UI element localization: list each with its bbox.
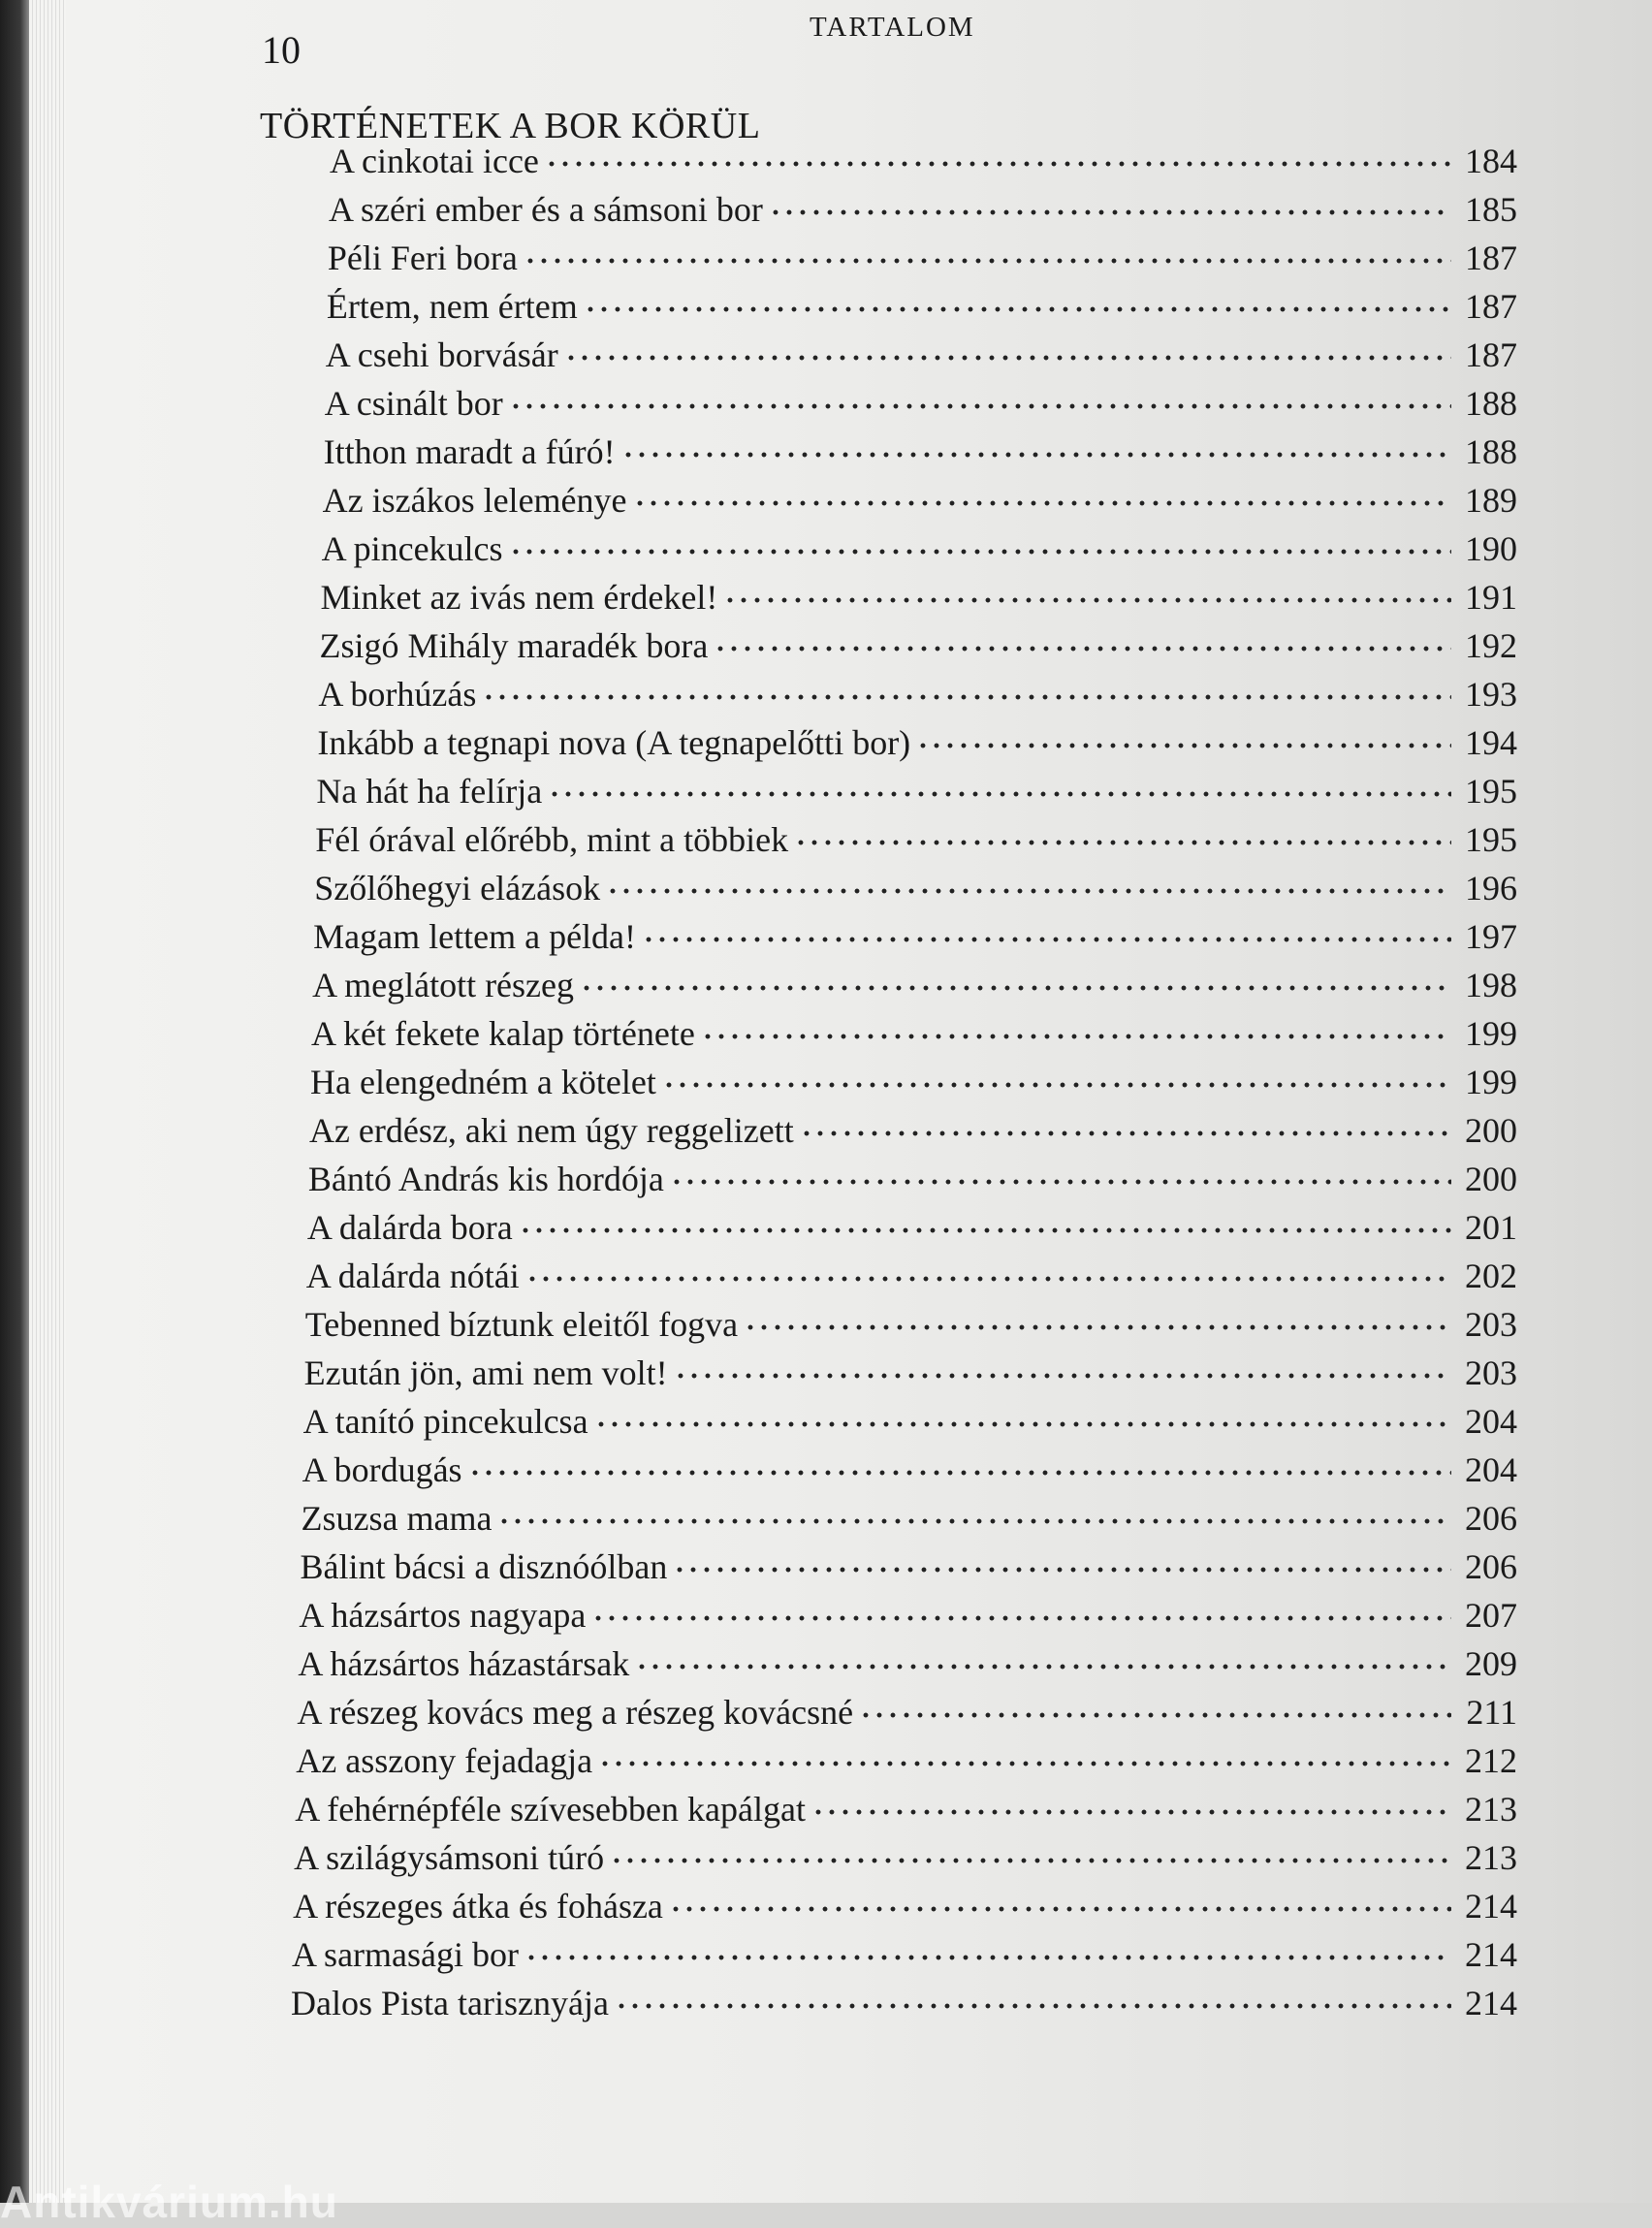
toc-entry-page: 213 — [1464, 1838, 1517, 1877]
dot-leader — [564, 348, 1451, 367]
toc-entry — [304, 1351, 1517, 1395]
dot-leader — [509, 397, 1451, 416]
toc-entry-title: Az erdész, aki nem úgy reggelizett — [308, 1111, 794, 1150]
toc-entry-title: Zsuzsa mama — [301, 1499, 492, 1538]
toc-entry-title: Az iszákos leleménye — [322, 481, 627, 520]
toc-entry — [323, 478, 1517, 523]
toc-entry — [300, 1544, 1517, 1589]
dot-leader — [548, 784, 1451, 804]
dot-leader — [635, 1657, 1451, 1676]
toc-entry-title: A házsártos házastársak — [298, 1644, 630, 1683]
dot-leader — [642, 930, 1451, 949]
toc-entry-title: Minket az ivás nem érdekel! — [320, 578, 718, 617]
dot-leader — [524, 1948, 1451, 1967]
toc-entry-title: A részeges átka és fohásza — [293, 1887, 663, 1926]
dot-leader — [610, 1851, 1451, 1870]
toc-entry-title: Zsigó Mihály maradék bora — [319, 626, 709, 665]
toc-entry-title: Inkább a tegnapi nova (A tegnapelőtti bor) — [317, 723, 911, 762]
toc-entry-title: A dalárda bora — [306, 1208, 513, 1247]
toc-entry — [306, 1254, 1517, 1298]
toc-entry-title: Na hát ha felírja — [316, 772, 543, 811]
toc-entry-page: 209 — [1464, 1644, 1517, 1683]
dot-leader — [615, 1996, 1451, 2016]
toc-entry — [311, 1011, 1517, 1056]
toc-entry — [294, 1835, 1517, 1880]
toc-entry — [322, 526, 1517, 571]
toc-entry-page: 184 — [1465, 142, 1517, 180]
dot-leader — [519, 1221, 1451, 1240]
toc-entry-title: A cinkotai icce — [330, 142, 539, 180]
toc-entry-title: Ezután jön, ami nem volt! — [303, 1353, 668, 1392]
toc-entry-page: 211 — [1466, 1693, 1517, 1732]
toc-entry-title: Tebenned bíztunk eleitől fogva — [304, 1305, 739, 1344]
toc-entry — [310, 1060, 1517, 1104]
toc-entry-title: A bordugás — [302, 1450, 462, 1489]
toc-entry — [295, 1787, 1517, 1831]
dot-leader — [468, 1463, 1451, 1482]
toc-entry-title: A csinált bor — [324, 384, 503, 423]
toc-entry-title: A házsártos nagyapa — [299, 1596, 587, 1635]
toc-entry-page: 194 — [1464, 723, 1517, 762]
toc-entry-page: 187 — [1464, 239, 1517, 277]
toc-entry — [308, 1157, 1517, 1201]
toc-entry — [330, 139, 1517, 183]
dot-leader — [606, 881, 1451, 901]
toc-entry-page: 187 — [1464, 335, 1517, 374]
toc-entry-page: 192 — [1464, 626, 1517, 665]
toc-entry-page: 204 — [1464, 1450, 1517, 1489]
toc-entry — [319, 623, 1517, 668]
toc-entry-title: A pincekulcs — [321, 529, 503, 568]
toc-entry — [302, 1496, 1517, 1541]
dot-leader — [701, 1027, 1451, 1046]
watermark: Antikvárium.hu — [0, 2177, 338, 2227]
toc-entry — [317, 720, 1517, 765]
toc-entry — [324, 430, 1517, 474]
toc-entry-page: 200 — [1464, 1111, 1517, 1150]
dot-leader — [497, 1512, 1451, 1531]
toc-entry-title: Dalos Pista tarisznyája — [291, 1984, 609, 2022]
toc-entry-page: 206 — [1464, 1499, 1517, 1538]
dot-leader — [916, 736, 1451, 755]
toc-entry-page: 190 — [1464, 529, 1517, 568]
dot-leader — [811, 1802, 1451, 1822]
dot-leader — [509, 542, 1451, 561]
toc-entry — [309, 1108, 1517, 1153]
toc-entry — [292, 1932, 1517, 1977]
dot-leader — [673, 1560, 1451, 1579]
toc-entry — [321, 575, 1517, 620]
toc-entry-page: 189 — [1464, 481, 1517, 520]
toc-entry-title: Itthon maradt a fúró! — [323, 432, 616, 471]
toc-entry-title: A tanító pincekulcsa — [302, 1402, 588, 1441]
dot-leader — [670, 1172, 1451, 1192]
toc-entry-page: 203 — [1464, 1305, 1517, 1344]
running-head: TARTALOM — [810, 12, 975, 43]
toc-entry-page: 214 — [1464, 1935, 1517, 1974]
dot-leader — [598, 1754, 1451, 1773]
toc-entry-page: 191 — [1464, 578, 1517, 617]
toc-entry-page: 213 — [1464, 1790, 1517, 1829]
toc-entry-title: A széri ember és a sámsoni bor — [328, 190, 763, 229]
toc-entry-title: A két fekete kalap története — [311, 1014, 695, 1053]
toc-entry-title: A meglátott részeg — [312, 966, 575, 1004]
toc-entry — [299, 1593, 1517, 1638]
dot-leader — [714, 639, 1451, 658]
dot-leader — [744, 1318, 1451, 1337]
page-number: 10 — [262, 28, 301, 72]
toc-entry-page: 199 — [1465, 1063, 1517, 1101]
toc-entry — [291, 1981, 1517, 2025]
toc-entry-page: 187 — [1464, 287, 1517, 326]
toc-entry-title: A részeg kovács meg a részeg kovácsné — [297, 1693, 854, 1732]
toc-entry — [302, 1448, 1517, 1492]
toc-entry-page: 198 — [1464, 966, 1517, 1004]
toc-entry-title: Fél órával előrébb, mint a többiek — [315, 820, 789, 859]
toc-entry — [313, 914, 1517, 959]
dot-leader — [669, 1899, 1451, 1919]
toc-entry — [315, 817, 1517, 862]
toc-entry-title: Bálint bácsi a disznóólban — [300, 1547, 668, 1586]
toc-entry-page: 196 — [1464, 869, 1517, 907]
toc-entry-page: 199 — [1464, 1014, 1517, 1053]
dot-leader — [545, 154, 1451, 174]
toc-entry-title: Értem, nem értem — [326, 287, 578, 326]
toc-entry-page: 204 — [1464, 1402, 1517, 1441]
toc-entry — [329, 187, 1517, 232]
dot-leader — [859, 1705, 1451, 1725]
toc-entry-page: 195 — [1464, 820, 1517, 859]
dot-leader — [525, 1269, 1451, 1289]
toc-entry-title: A borhúzás — [318, 675, 477, 714]
dot-leader — [769, 203, 1451, 222]
dot-leader — [482, 687, 1451, 707]
toc-entry-page: 214 — [1465, 1984, 1517, 2022]
dot-leader — [580, 978, 1451, 998]
toc-entry-page: 207 — [1464, 1596, 1517, 1635]
dot-leader — [621, 445, 1451, 464]
toc-entry-page: 195 — [1464, 772, 1517, 811]
toc-entry-title: A csehi borvásár — [325, 335, 558, 374]
toc-entry-page: 197 — [1464, 917, 1517, 956]
toc-entry-page: 185 — [1464, 190, 1517, 229]
section-title: TÖRTÉNETEK A BOR KÖRÜL — [260, 106, 761, 146]
toc-entry — [327, 284, 1517, 329]
toc-entry-title: Bántó András kis hordója — [307, 1160, 664, 1198]
toc-entry-title: A sarmasági bor — [292, 1935, 519, 1974]
toc-entry — [307, 1205, 1517, 1250]
dot-leader — [674, 1366, 1451, 1385]
toc-entry-title: A szilágysámsoni túró — [294, 1838, 605, 1877]
toc-entry-page: 188 — [1464, 432, 1517, 471]
toc-entry-page: 214 — [1464, 1887, 1517, 1926]
dot-leader — [594, 1415, 1451, 1434]
toc-entry-title: A dalárda nótái — [305, 1257, 520, 1295]
toc-entry — [296, 1738, 1517, 1783]
toc-entry — [318, 672, 1517, 716]
toc-entry-title: Magam lettem a példa! — [313, 917, 637, 956]
toc-entry — [293, 1884, 1517, 1928]
toc-entry-page: 201 — [1464, 1208, 1517, 1247]
toc-entry — [328, 236, 1517, 280]
dot-leader — [794, 833, 1451, 852]
dot-leader — [524, 251, 1451, 271]
toc-entry — [298, 1641, 1517, 1686]
toc-entry — [316, 769, 1517, 813]
toc-entry-title: Szőlőhegyi elázások — [314, 869, 601, 907]
toc-entry — [312, 963, 1517, 1007]
toc-entry-title: Péli Feri bora — [327, 239, 518, 277]
dot-leader — [662, 1075, 1451, 1095]
toc-entry — [297, 1690, 1517, 1735]
dot-leader — [723, 590, 1451, 610]
toc-entry-page: 202 — [1464, 1257, 1517, 1295]
toc-entry-page: 200 — [1464, 1160, 1517, 1198]
toc-entry — [305, 1302, 1517, 1347]
toc-entry-page: 188 — [1464, 384, 1517, 423]
toc-entry-page: 193 — [1464, 675, 1517, 714]
dot-leader — [633, 493, 1451, 513]
toc-entry — [325, 381, 1517, 426]
toc-entry-page: 206 — [1464, 1547, 1517, 1586]
toc-entry-title: Ha elengedném a kötelet — [310, 1063, 656, 1101]
toc-entry — [314, 866, 1517, 910]
dot-leader — [800, 1124, 1451, 1143]
toc-entry — [303, 1399, 1517, 1444]
dot-leader — [584, 300, 1451, 319]
dot-leader — [591, 1608, 1451, 1628]
toc-entry — [326, 333, 1517, 377]
toc-entry-title: A fehérnépféle szívesebben kapálgat — [295, 1790, 806, 1829]
toc-entry-page: 212 — [1464, 1741, 1517, 1780]
toc-entry-page: 203 — [1464, 1353, 1517, 1392]
toc-entry-title: Az asszony fejadagja — [296, 1741, 593, 1780]
